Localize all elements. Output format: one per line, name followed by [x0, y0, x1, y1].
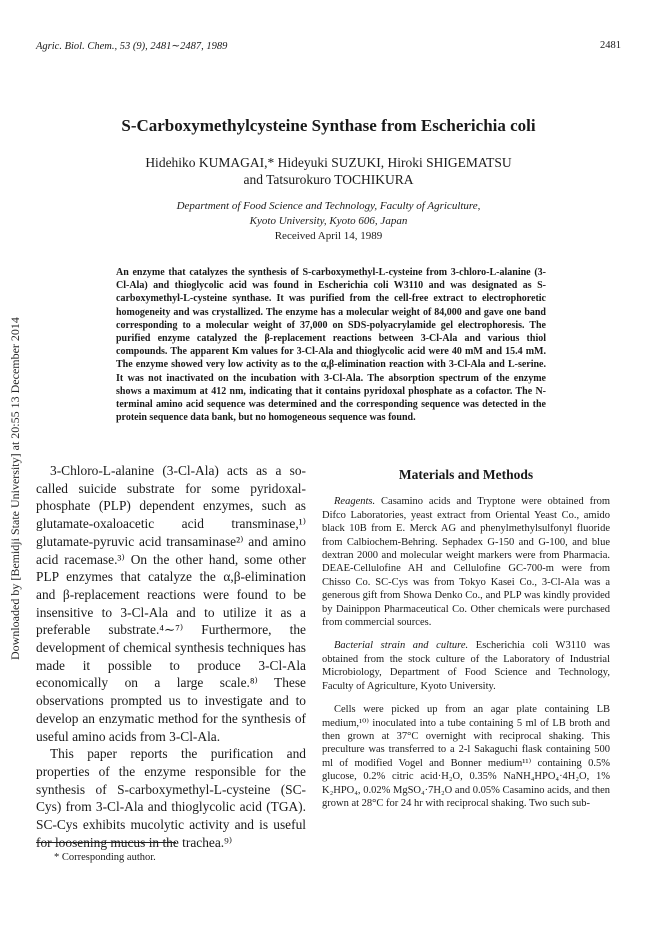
footnote: * Corresponding author.: [54, 852, 156, 863]
affiliation-line-1: Department of Food Science and Technology, Faculty of Agriculture,: [176, 200, 481, 212]
strain-text: Escherichia coli W3110 was obtained from the stock culture of the Laboratory of Industrial Microbiology, Department of Food Science and Technology, Faculty of Agriculture, Kyoto University.: [322, 640, 611, 692]
article-title: S-Carboxymethylcysteine Synthase from Escherichia coli: [121, 116, 536, 135]
strain-label: Bacterial strain and culture.: [334, 640, 469, 652]
footnote-rule: [36, 842, 176, 843]
download-watermark: [0, 220, 22, 660]
methods-heading: Materials and Methods: [398, 467, 534, 482]
reagents-paragraph: [322, 495, 610, 629]
introduction-column: [36, 462, 306, 851]
journal-citation: Agric. Biol. Chem., 53 (9), 2481∼2487, 1989: [36, 41, 228, 52]
authors-line-1: Hidehiko KUMAGAI,* Hideyuki SUZUKI, Hiroki SHIGEMATSU: [145, 155, 512, 170]
affiliation-line-2: Kyoto University, Kyoto 606, Japan: [249, 215, 408, 227]
intro-paragraph-1: 3-Chloro-L-alanine (3-Cl-Ala) acts as a so-called suicide substrate for some pyridoxal-phosphate (PLP) dependent enzymes, such as glutamate-oxaloacetic acid transminase,¹⁾ glutamate-pyruvic acid transaminase²⁾ and amino acid racemase.³⁾ On the other hand, some other PLP enzymes that catalyze the α,β-elimination and β-replacement reactions were found to be insensitive to 3-Cl-Ala and to utilize it as a preferable substrate.⁴∼⁷⁾ Furthermore, the development of chemical synthesis techniques has made it possible to produce 3-Cl-Ala economically on a large scale.⁸⁾ These observations prompted us to investigate and to develop an enzymatic method for the synthesis of useful amino acids from 3-Cl-Ala.: [36, 463, 306, 744]
intro-paragraph-2: This paper reports the purification and properties of the enzyme responsible for the synthesis of S-carboxymethyl-L-cysteine (SC-Cys) from 3-Cl-Ala and thioglycolic acid (TGA). SC-Cys exhibits mucolytic activity and is useful for loosening mucus in the trachea.⁹⁾: [36, 746, 306, 850]
strain-paragraph: [322, 639, 610, 693]
download-watermark-text: Downloaded by [Bemidji State University] at 20:55 13 December 2014: [8, 317, 22, 660]
methods-column: [322, 468, 610, 810]
page-number: 2481: [600, 40, 621, 51]
authors-line-2: and Tatsurokuro TOCHIKURA: [243, 172, 414, 187]
culture-paragraph: Cells were picked up from an agar plate containing LB medium,¹⁰⁾ inoculated into a tube containing 5 ml of LB broth and then grown at 37°C overnight with reciprocal shaking. This preculture was transferred to a 2-l Sakaguchi flask containing 500 ml of modified Vogel and Bonner medium¹¹⁾ containing 0.5% glucose, 0.2% citric acid·H₂O, 0.35% NaNH₄HPO₄·4H₂O, 1% K₂HPO₄, 0.02% MgSO₄·7H₂O and 0.05% Casamino acids, and then grown at 28°C for 24 hr with reciprocal shaking. Two such sub-: [322, 704, 610, 809]
received-date: Received April 14, 1989: [274, 230, 383, 242]
abstract: An enzyme that catalyzes the synthesis of S-carboxymethyl-L-cysteine from 3-chloro-L-alanine (3-Cl-Ala) and thioglycolic acid was found in Escherichia coli W3110 and was designated as S-carboxymethyl-L-cysteine synthase. It was purified from the cell-free extract to electrophoretic homogeneity and was crystallized. The enzyme has a molecular weight of 84,000 and gave one band corresponding to a molecular weight of 37,000 on SDS-polyacrylamide gel electrophoresis. The purified enzyme catalyzed the β-replacement reactions between 3-Cl-Ala and various thiol compounds. The apparent Km values for 3-Cl-Ala and thioglycolic acid were 40 mM and 15.4 mM. The enzyme showed very low activity as to the α,β-elimination reaction with 3-Cl-Ala and L-serine. It was not inactivated on the incubation with 3-Cl-Ala. The absorption spectrum of the enzyme shows a maximum at 412 nm, indicating that it contains pyridoxal phosphate as a cofactor. The N-terminal amino acid sequence was determined and the corresponding sequence was detected in the protein sequence data bank, but no homogeneous sequence was found.: [116, 267, 546, 424]
affiliation: [0, 199, 657, 229]
reagents-text: Casamino acids and Tryptone were obtained from Difco Laboratories, yeast extract from Oriental Yeast Co., amido black 10B from E. Merck AG and phenylmethylsulfonyl fluoride from Calbiochem-Behring. Sephadex G-150 and G-100, and blue dextran 2000 and molecular weight markers were from Pharmacia. DEAE-Cellulofine AH and Cellulofine GC-700-m were from Chisso Co. SC-Cys was from Tokyo Kasei Co., 3-Cl-Ala was a generous gift from Showa Denko Co., and PLP was kindly provided by Dainippon Pharmaceutical Co. Other chemicals were purchased from commercial sources.: [322, 496, 611, 629]
reagents-label: Reagents.: [334, 496, 376, 508]
authors: [0, 154, 657, 188]
